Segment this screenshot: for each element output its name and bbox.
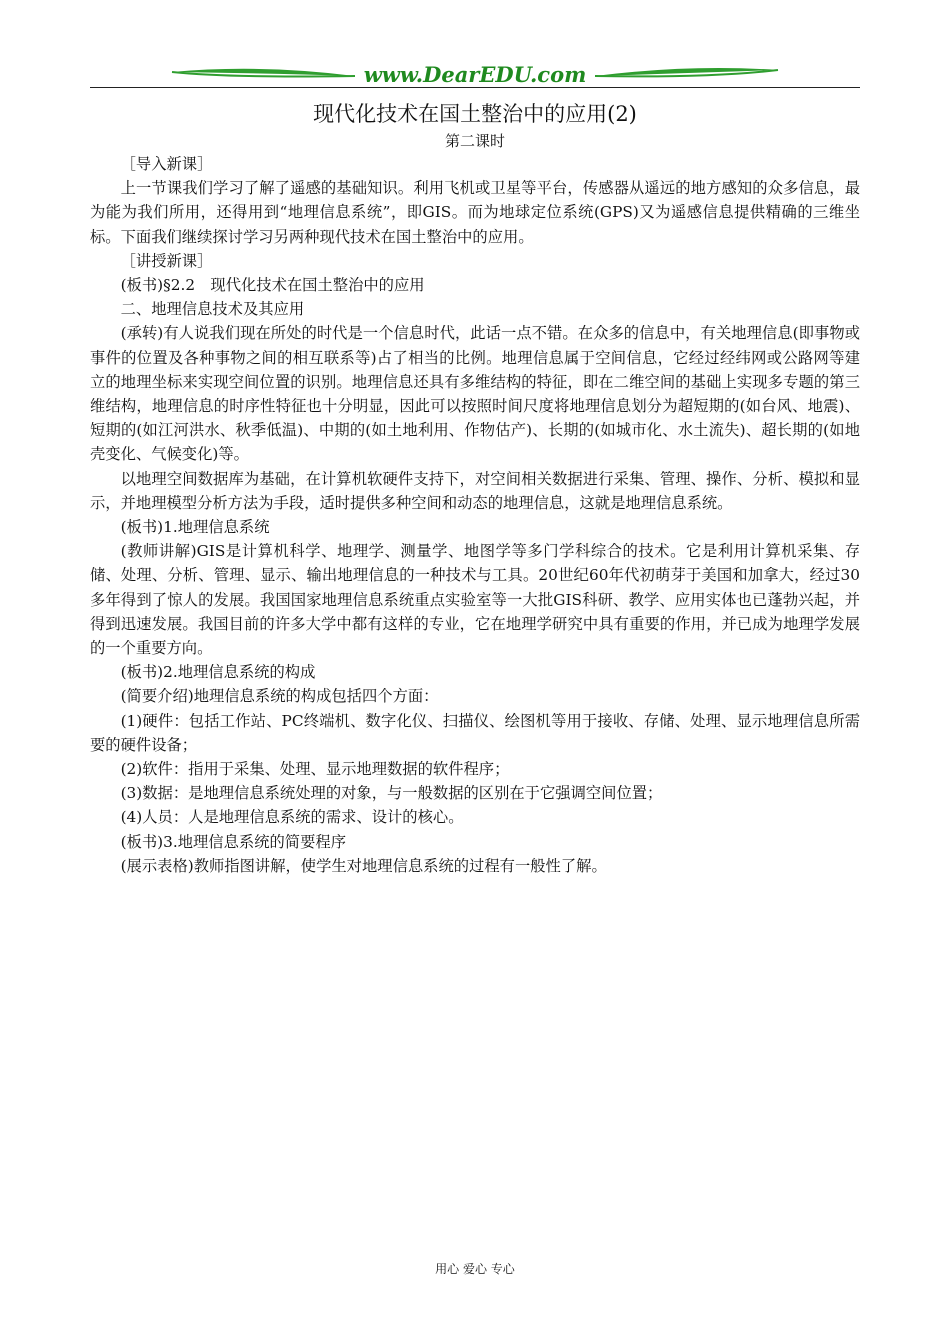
- document-subtitle: 第二课时: [444, 132, 505, 150]
- paragraph: (板书)3.地理信息系统的简要程序: [120, 832, 346, 851]
- page-footer: 用心 爱心 专心: [435, 1262, 515, 1276]
- paragraph: ［导入新课］: [120, 155, 213, 173]
- paragraph: (1)硬件：包括工作站、PC终端机、数字化仪、扫描仪、绘图机等用于接收、存储、处理、显示地理信息所需要的硬件设备；: [90, 711, 860, 754]
- document-title: 现代化技术在国土整治中的应用(2): [313, 102, 637, 126]
- paragraph: ［讲授新课］: [120, 251, 213, 270]
- paragraph: (板书)§2.2 现代化技术在国土整治中的应用: [120, 276, 425, 295]
- paragraph: (2)软件：指用于采集、处理、显示地理数据的软件程序；: [120, 760, 510, 779]
- paragraph: (展示表格)教师指图讲解，使学生对地理信息系统的过程有一般性了解。: [120, 856, 607, 875]
- paragraph: (板书)2.地理信息系统的构成: [120, 663, 316, 682]
- paragraph: (4)人员：人是地理信息系统的需求、设计的核心。: [120, 808, 464, 827]
- paragraph: (简要介绍)地理信息系统的构成包括四个方面：: [120, 687, 439, 706]
- header-rule: [90, 87, 860, 88]
- document-body: [90, 152, 860, 878]
- paragraph: 以地理空间数据库为基础，在计算机软硬件支持下，对空间相关数据进行采集、管理、操作、分析、模拟和显示，并地理模型分析方法为手段，适时提供多种空间和动态的地理信息，这就是地理信息系统。: [90, 469, 860, 512]
- site-logo-banner: [170, 62, 780, 88]
- logo-text: www.DearEDU.com: [363, 62, 587, 87]
- paragraph: 二、地理信息技术及其应用: [120, 300, 305, 319]
- paragraph: (教师讲解)GIS是计算机科学、地理学、测量学、地图学等多门学科综合的技术。它是利用计算机采集、存储、处理、分析、管理、显示、输出地理信息的一种技术与工具。20世纪60年代初萌芽于美国和加拿大，经过30多年得到了惊人的发展。我国国家地理信息系统重点实验室等一大批GIS科研、教学、应用实体也已蓬勃兴起，并得到迅速发展。我国目前的许多大学中都有这样的专业，它在地理学研究中具有重要的作用，并已成为地理学发展的一个重要方向。: [90, 542, 860, 658]
- paragraph: (3)数据：是地理信息系统处理的对象，与一般数据的区别在于它强调空间位置；: [120, 784, 663, 803]
- paragraph: 上一节课我们学习了解了遥感的基础知识。利用飞机或卫星等平台，传感器从遥远的地方感知的众多信息，最为能为我们所用，还得用到“地理信息系统”，即GIS。而为地球定位系统(GPS)又为遥感信息提供精确的三维坐标。下面我们继续探讨学习另两种现代技术在国土整治中的应用。: [90, 179, 860, 246]
- paragraph: (承转)有人说我们现在所处的时代是一个信息时代，此话一点不错。在众多的信息中，有关地理信息(即事物或事件的位置及各种事物之间的相互联系等)占了相当的比例。地理信息属于空间信息，它经过经纬网或公路网等建立的地理坐标来实现空间位置的识别。地理信息还具有多维结构的特征，即在二维空间的基础上实现多专题的第三维结构，地理信息的时序性特征也十分明显，因此可以按照时间尺度将地理信息划分为超短期的(如台风、地震)、短期的(如江河洪水、秋季低温)、中期的(如土地利用、作物估产)、长期的(如城市化、水土流失)、超长期的(如地壳变化、气候变化)等。: [90, 324, 860, 464]
- paragraph: (板书)1.地理信息系统: [120, 518, 270, 537]
